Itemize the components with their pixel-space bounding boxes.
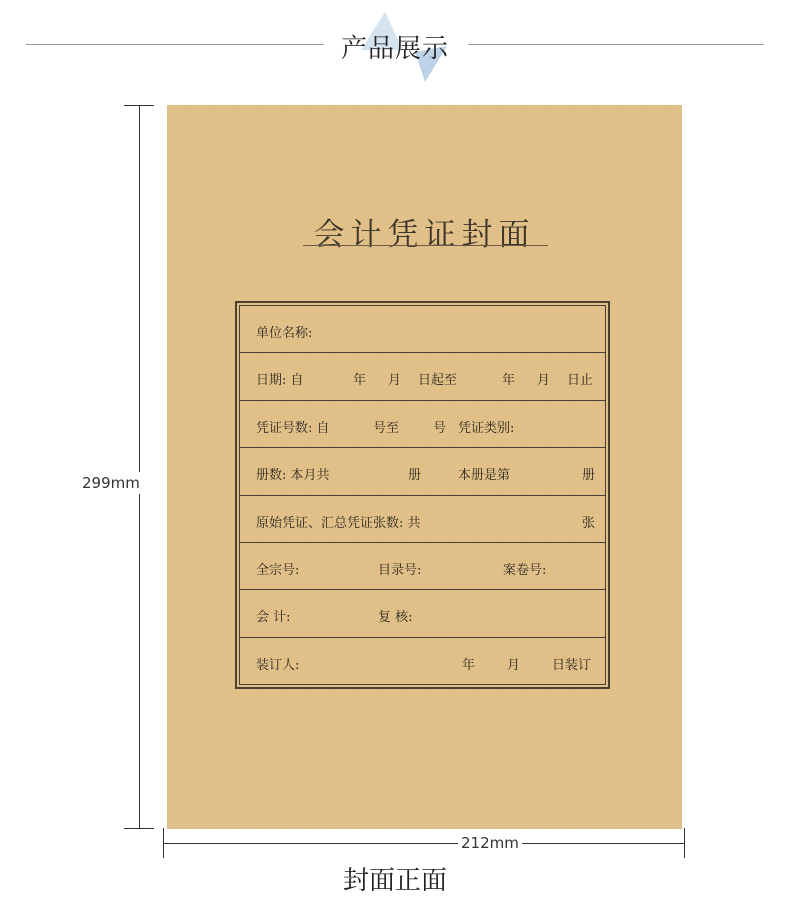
page-title: 产品展示 bbox=[340, 34, 449, 64]
form-row-archive-numbers bbox=[240, 543, 605, 590]
form-cell: 册 bbox=[582, 468, 596, 484]
form-cell: 月 bbox=[507, 657, 521, 673]
height-dimension-line bbox=[139, 106, 140, 828]
form-cell: 本册是第 bbox=[458, 468, 511, 484]
form-box bbox=[235, 301, 610, 689]
width-dimension-label: 212mm bbox=[458, 834, 522, 852]
form-cell: 会 计: bbox=[256, 610, 291, 626]
form-cell: 年 bbox=[353, 373, 367, 389]
form-row-volume-count bbox=[240, 448, 605, 495]
form-cell: 日止 bbox=[567, 373, 594, 389]
form-cell: 号至 bbox=[373, 420, 400, 436]
form-cell: 月 bbox=[537, 373, 551, 389]
cover-title-underline bbox=[303, 245, 548, 246]
form-cell: 日期: 自 bbox=[256, 373, 304, 389]
cover-sheet bbox=[167, 105, 682, 829]
form-cell: 张 bbox=[582, 515, 596, 531]
form-cell: 原始凭证、汇总凭证张数: 共 bbox=[256, 515, 421, 531]
header-line-left bbox=[26, 44, 324, 45]
form-inner-border bbox=[239, 305, 606, 685]
form-cell: 年 bbox=[502, 373, 516, 389]
form-cell: 年 bbox=[462, 657, 476, 673]
header-line-right bbox=[468, 44, 764, 45]
form-row-accountant bbox=[240, 590, 605, 637]
form-row-unit-name bbox=[240, 306, 605, 353]
form-cell: 目录号: bbox=[378, 562, 422, 578]
form-cell: 册 bbox=[408, 468, 422, 484]
form-cell: 凭证号数: 自 bbox=[256, 420, 330, 436]
form-cell: 册数: 本月共 bbox=[256, 468, 330, 484]
form-cell: 复 核: bbox=[378, 610, 413, 626]
cover-title: 会计凭证封面 bbox=[313, 217, 536, 253]
form-cell: 日起至 bbox=[418, 373, 458, 389]
caption: 封面正面 bbox=[342, 866, 447, 896]
form-row-original-vouchers bbox=[240, 496, 605, 543]
form-cell: 案卷号: bbox=[503, 562, 547, 578]
form-cell: 全宗号: bbox=[256, 562, 300, 578]
width-dimension-left-cap bbox=[163, 828, 164, 858]
width-dimension-right-cap bbox=[684, 828, 685, 858]
height-dimension-top-cap bbox=[124, 105, 154, 106]
form-cell: 月 bbox=[388, 373, 402, 389]
form-cell: 装订人: bbox=[256, 657, 300, 673]
form-row-date bbox=[240, 353, 605, 400]
form-row-binder bbox=[240, 638, 605, 685]
form-cell: 凭证类别: bbox=[458, 420, 515, 436]
form-cell: 日装订 bbox=[552, 657, 592, 673]
width-dimension-line bbox=[164, 843, 684, 844]
height-dimension-bottom-cap bbox=[124, 828, 154, 829]
form-cell: 号 bbox=[433, 420, 447, 436]
height-dimension-label: 299mm bbox=[82, 474, 140, 492]
form-cell: 单位名称: bbox=[256, 326, 313, 341]
form-row-voucher-number bbox=[240, 401, 605, 448]
